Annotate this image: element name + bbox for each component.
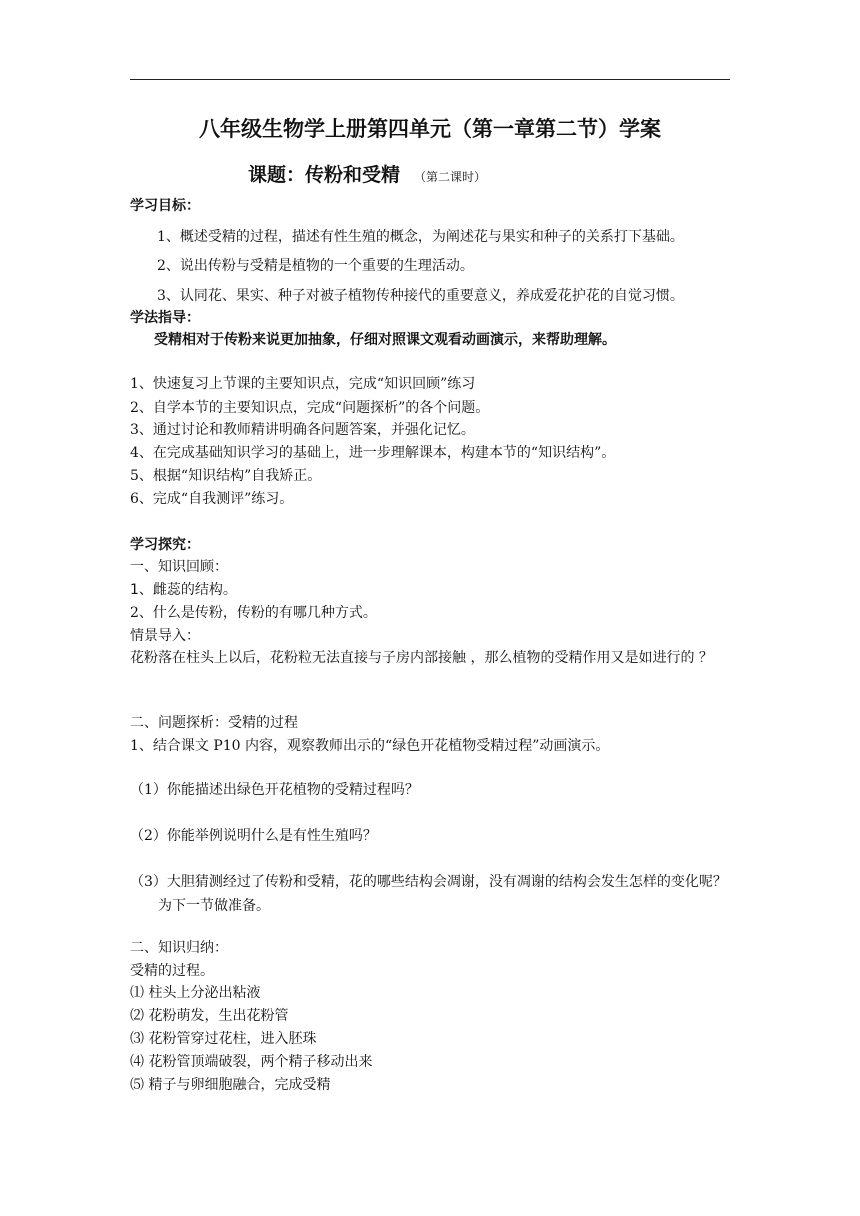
lesson-subtitle [248,160,486,187]
summary-step: ⑸ 精子与卵细胞融合，完成受精 [130,1077,331,1093]
summary-step: ⑷ 花粉管顶端破裂，两个精子移动出来 [130,1054,373,1070]
method-step: 4、在完成基础知识学习的基础上，进一步理解课本，构建本节的“知识结构”。 [130,445,616,461]
intro-text: 花粉落在柱头上以后，花粉粒无法直接与子房内部接触 ，那么植物的受精作用又是如进行的 ？ [130,650,713,666]
review-item: 1、雌蕊的结构。 [130,582,237,598]
review-heading: 一、知识回顾： [130,559,228,575]
method-heading: 学法指导： [130,310,200,326]
header-rule [130,79,730,80]
lesson-period: （第二课时） [414,170,487,184]
question-item: （1）你能描述出绿色开花植物的受精过程吗？ [130,782,419,798]
analysis-task: 1、结合课文 P10 内容，观察教师出示的“绿色开花植物受精过程”动画演示。 [130,738,610,754]
summary-step: ⑴ 柱头上分泌出粘液 [130,985,261,1001]
summary-intro: 受精的过程。 [130,963,214,979]
method-step: 6、完成“自我测评”练习。 [130,491,294,507]
method-step: 2、自学本节的主要知识点，完成“问题探析”的各个问题。 [130,400,490,416]
explore-heading: 学习探究： [130,537,200,553]
lesson-topic: 课题：传粉和受精 [248,164,401,186]
objective-item: 3、认同花、果实、种子对被子植物传种接代的重要意义，养成爱花护花的自觉习惯。 [157,288,684,304]
intro-heading: 情景导入： [130,628,200,644]
review-item: 2、什么是传粉，传粉的有哪几种方式。 [130,605,377,621]
summary-step: ⑵ 花粉萌发，生出花粉管 [130,1008,289,1024]
document-title: 八年级生物学上册第四单元（第一章第二节）学案 [199,117,661,141]
method-step: 5、根据“知识结构”自我矫正。 [130,468,322,484]
method-step: 3、通过讨论和教师精讲明确各问题答案，并强化记忆。 [130,422,475,438]
objective-item: 2、说出传粉与受精是植物的一个重要的生理活动。 [157,258,474,274]
question-item: （3）大胆猜测经过了传粉和受精，花的哪些结构会凋谢，没有凋谢的结构会发生怎样的变化呢？为下一节做准备。 [130,874,727,914]
question-item: （2）你能举例说明什么是有性生殖吗？ [130,828,377,844]
summary-heading: 二、知识归纳： [130,940,228,956]
method-text: 受精相对于传粉来说更加抽象，仔细对照课文观看动画演示，来帮助理解。 [154,332,616,348]
summary-step: ⑶ 花粉管穿过花柱，进入胚珠 [130,1031,317,1047]
method-step: 1、快速复习上节课的主要知识点，完成“知识回顾”练习 [130,376,476,392]
analysis-heading: 二、问题探析：受精的过程 [130,715,298,731]
objectives-heading: 学习目标： [130,198,200,214]
objective-item: 1、概述受精的过程，描述有性生殖的概念，为阐述花与果实和种子的关系打下基础。 [157,229,684,245]
